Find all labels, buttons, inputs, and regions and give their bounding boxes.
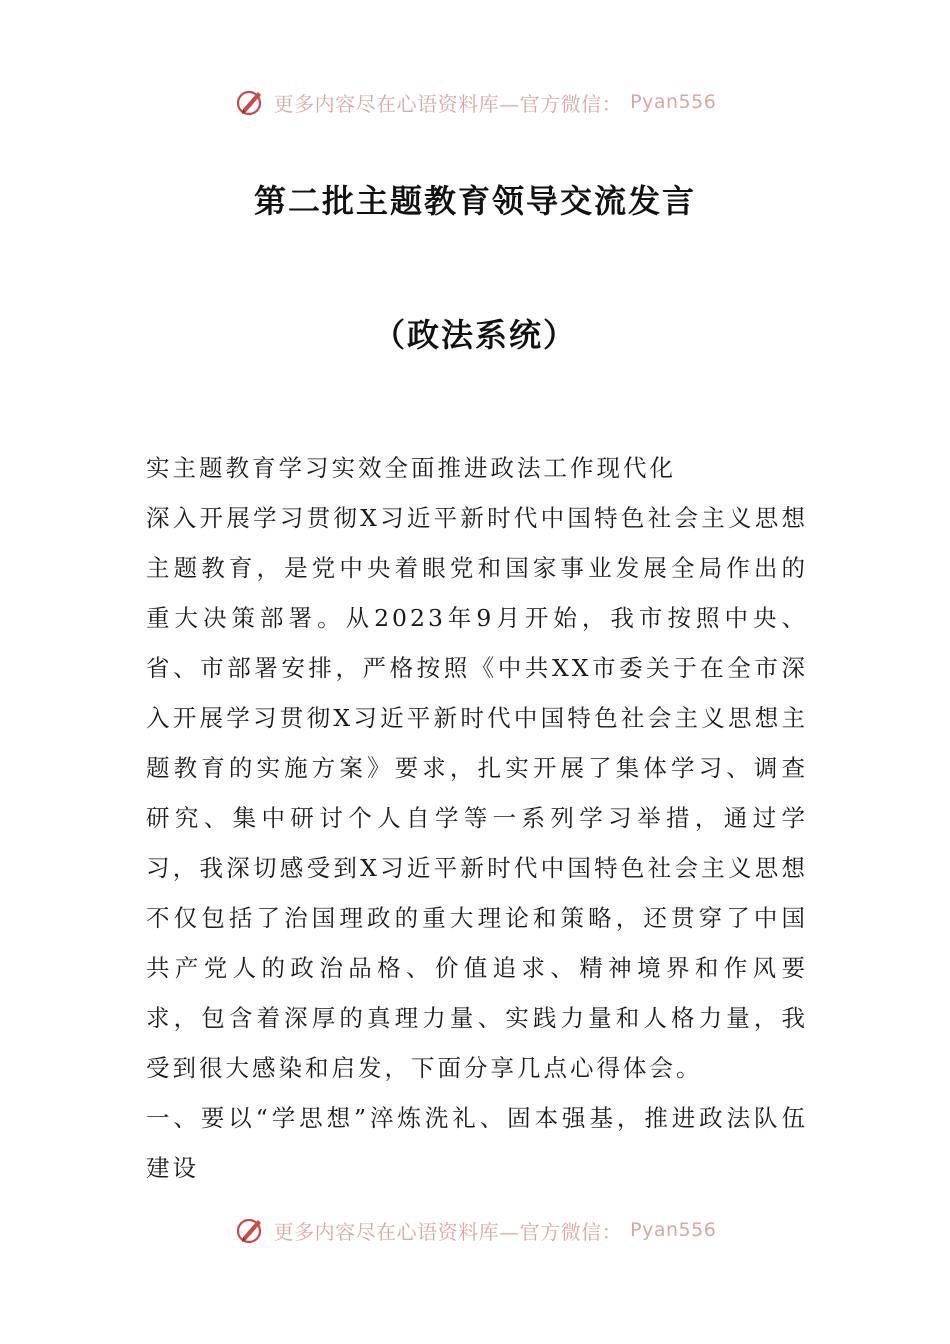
document-body xyxy=(146,443,808,1193)
watermark-text: 更多内容尽在心语资料库—官方微信： xyxy=(273,91,623,116)
watermark-text: 更多内容尽在心语资料库—官方微信： xyxy=(273,1219,623,1244)
watermark-wechat-id: Pyan556 xyxy=(630,91,717,113)
watermark-wechat-id: Pyan556 xyxy=(630,1219,717,1241)
pen-circle-icon xyxy=(234,1214,266,1246)
document-title: 第二批主题教育领导交流发言 xyxy=(253,182,696,220)
document-subtitle: （政法系统） xyxy=(372,316,577,354)
pen-circle-icon xyxy=(234,86,266,118)
watermark-header xyxy=(0,84,950,120)
body-paragraph-main: 深入开展学习贯彻X习近平新时代中国特色社会主义思想主题教育，是党中央着眼党和国家事业发展全局作出的重大决策部署。从2023年9月开始，我市按照中央、省、市部署安排，严格按照《中共XX市委关于在全市深入开展学习贯彻X习近平新时代中国特色社会主义思想主题教育的实施方案》要求，扎实开展了集体学习、调查研究、集中研讨个人自学等一系列学习举措，通过学习，我深切感受到X习近平新时代中国特色社会主义思想不仅包括了治国理政的重大理论和策略，还贯穿了中国共产党人的政治品格、价值追求、精神境界和作风要求，包含着深厚的真理力量、实践力量和人格力量，我受到很大感染和启发，下面分享几点心得体会。 xyxy=(146,504,808,1082)
body-paragraph-heading: 实主题教育学习实效全面推进政法工作现代化 xyxy=(146,454,676,482)
watermark-footer xyxy=(0,1212,950,1248)
body-paragraph-section-one: 一、要以“学思想”淬炼洗礼、固本强基，推进政法队伍建设 xyxy=(146,1104,808,1182)
